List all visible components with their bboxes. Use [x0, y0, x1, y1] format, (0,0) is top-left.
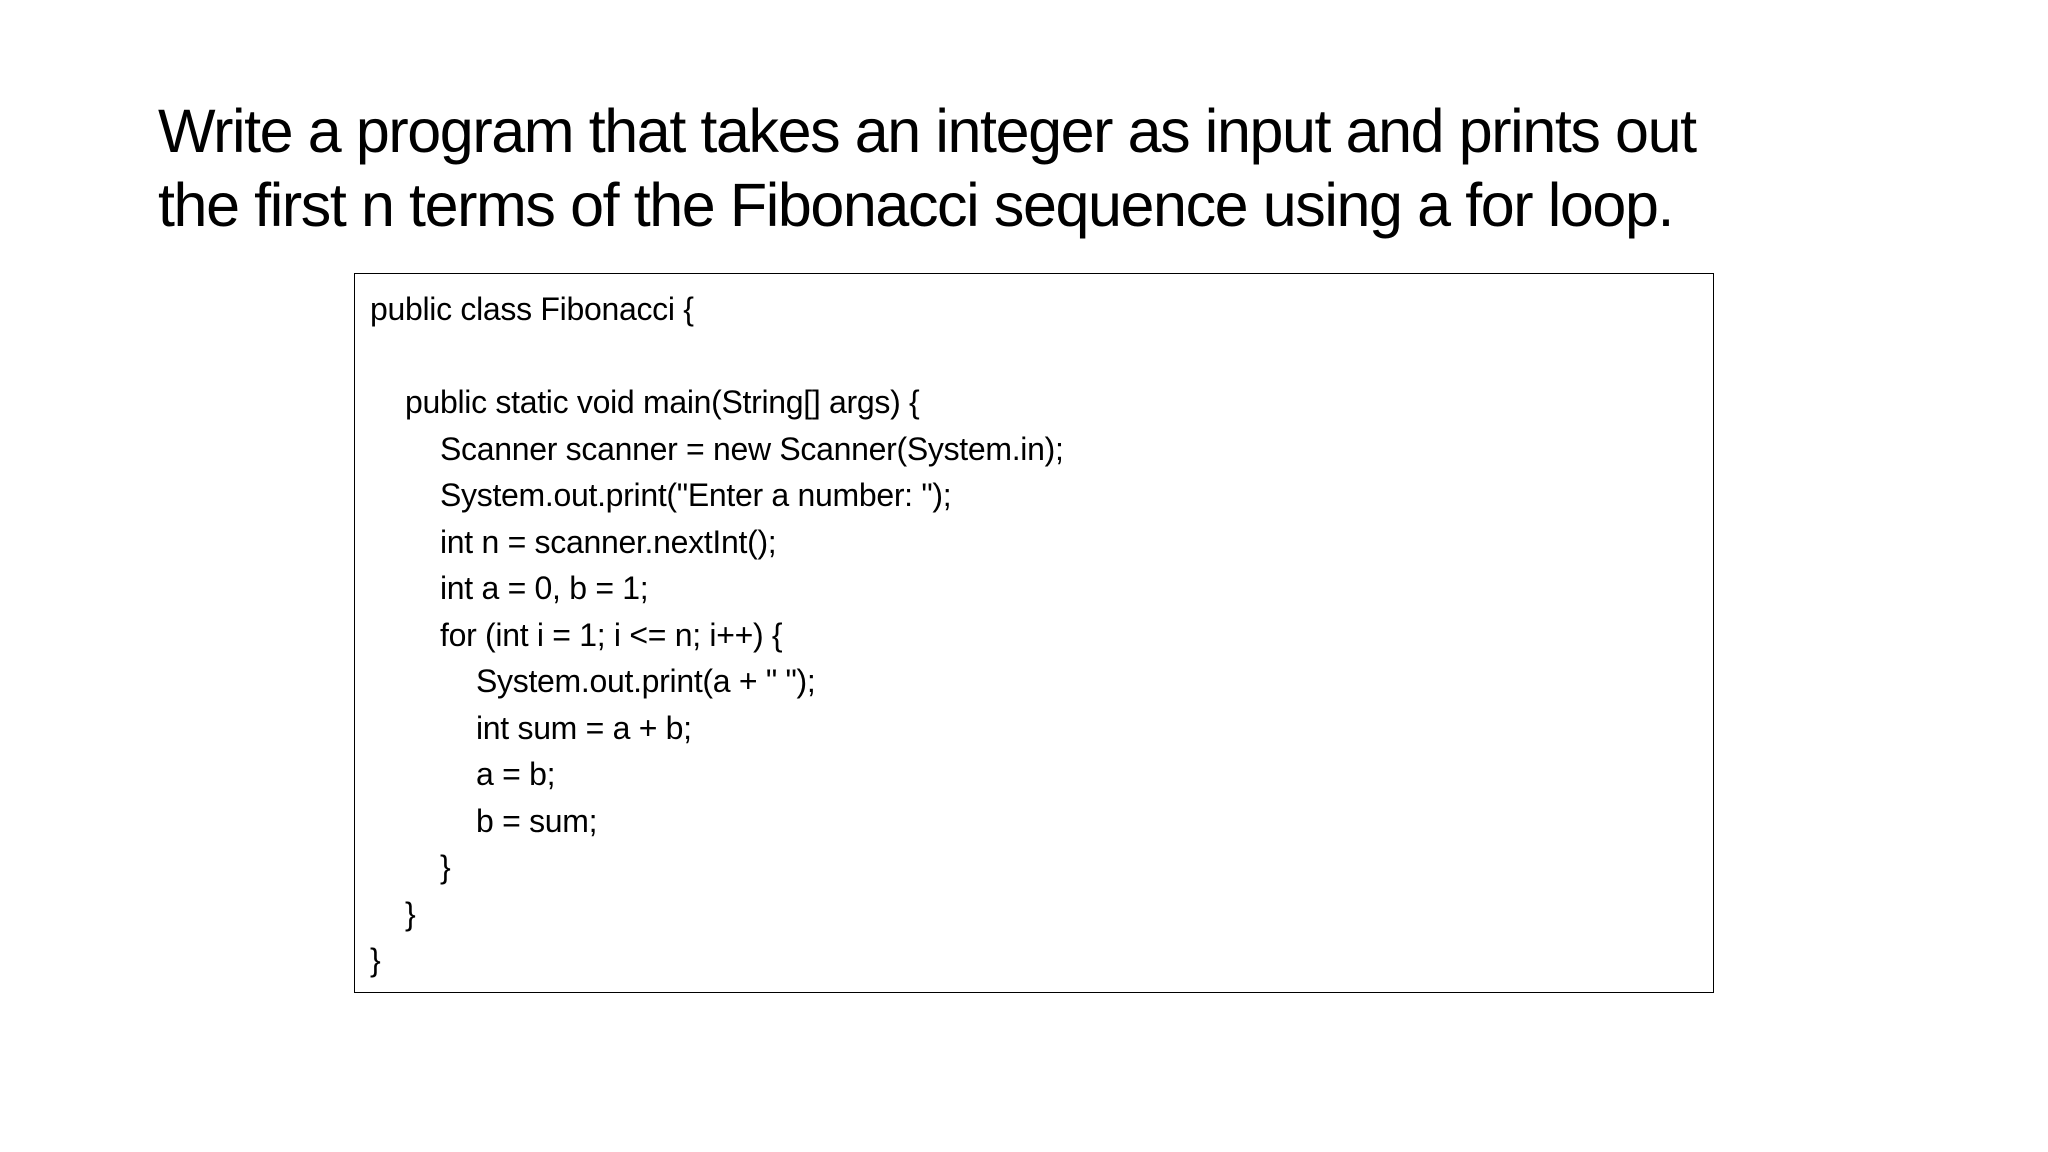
code-line: System.out.print("Enter a number: "); — [440, 477, 952, 513]
code-line: System.out.print(a + " "); — [476, 663, 816, 699]
code-line: for (int i = 1; i <= n; i++) { — [440, 616, 783, 653]
code-line: public class Fibonacci { — [370, 291, 694, 327]
code-line: int a = 0, b = 1; — [440, 570, 649, 606]
code-line: int sum = a + b; — [476, 709, 692, 746]
code-line: b = sum; — [476, 802, 598, 839]
slide-title-line: the first n terms of the Fibonacci sequence using a for loop. — [158, 171, 1674, 239]
code-line: a = b; — [476, 756, 556, 792]
code-line: } — [405, 895, 416, 932]
code-block — [354, 273, 1714, 993]
code-line — [370, 333, 1713, 380]
code-line: Scanner scanner = new Scanner(System.in); — [440, 430, 1064, 467]
code-line: public static void main(String[] args) { — [405, 384, 920, 420]
code-line: } — [440, 849, 451, 885]
code-line: int n = scanner.nextInt(); — [440, 523, 777, 560]
slide-title — [158, 94, 1918, 242]
slide-title-line: Write a program that takes an integer as input and prints out — [158, 97, 1696, 165]
code-line: } — [370, 942, 381, 978]
